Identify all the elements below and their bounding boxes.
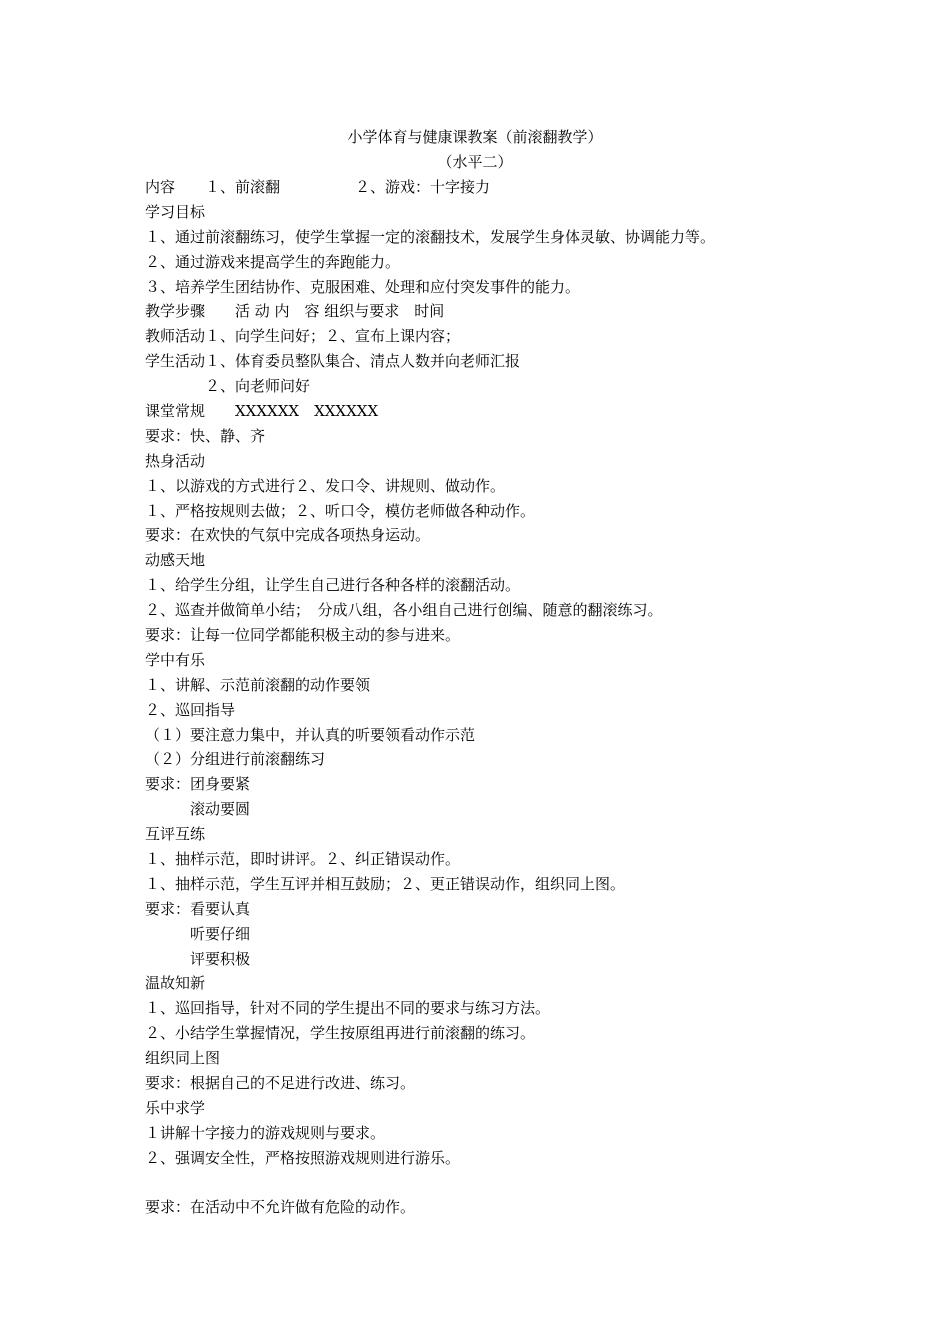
text-line: １、严格按规则去做；２、听口令，模仿老师做各种动作。 xyxy=(145,502,536,520)
text-line: ２、小结学生掌握情况，学生按原组再进行前滚翻的练习。 xyxy=(145,1024,536,1042)
text-line: 动感天地 xyxy=(145,551,206,569)
text-line: ３、培养学生团结协作、克服困难、处理和应付突发事件的能力。 xyxy=(145,278,581,296)
text-line: （１）要注意力集中，并认真的听要领看动作示范 xyxy=(145,726,476,744)
text-line: 课堂常规 XXXXXX XXXXXX xyxy=(145,402,379,420)
text-line: 温故知新 xyxy=(145,974,206,992)
text-line: ２、巡查并做简单小结； 分成八组，各小组自己进行创编、随意的翻滚练习。 xyxy=(145,601,663,619)
text-line: １、给学生分组，让学生自己进行各种各样的滚翻活动。 xyxy=(145,576,521,594)
text-line: 内容 １、前滚翻 ２、游戏：十字接力 xyxy=(145,178,491,196)
text-line: ２、巡回指导 xyxy=(145,701,236,719)
text-line: １、巡回指导，针对不同的学生提出不同的要求与练习方法。 xyxy=(145,999,551,1017)
text-line: １、通过前滚翻练习，使学生掌握一定的滚翻技术，发展学生身体灵敏、协调能力等。 xyxy=(145,228,716,246)
text-line: 要求：在欢快的气氛中完成各项热身运动。 xyxy=(145,526,431,544)
document-subtitle: （水平二） xyxy=(437,153,513,171)
text-line: ２、通过游戏来提高学生的奔跑能力。 xyxy=(145,253,401,271)
text-line: 乐中求学 xyxy=(145,1099,206,1117)
text-line: １讲解十字接力的游戏规则与要求。 xyxy=(145,1124,386,1142)
text-line: １、以游戏的方式进行２、发口令、讲规则、做动作。 xyxy=(145,477,506,495)
text-line: 学习目标 xyxy=(145,203,206,221)
text-line: １、抽样示范，即时讲评。２、纠正错误动作。 xyxy=(145,850,461,868)
text-line: 要求：快、静、齐 xyxy=(145,427,266,445)
text-line: 滚动要圆 xyxy=(145,800,251,818)
text-line: ２、向老师问好 xyxy=(145,377,311,395)
text-line: 听要仔细 xyxy=(145,925,251,943)
document-title: 小学体育与健康课教案（前滚翻教学） xyxy=(347,128,603,146)
text-line: （２）分组进行前滚翻练习 xyxy=(145,750,326,768)
text-line: 学中有乐 xyxy=(145,651,206,669)
text-line: １、讲解、示范前滚翻的动作要领 xyxy=(145,676,371,694)
text-line: 学生活动１、体育委员整队集合、清点人数并向老师汇报 xyxy=(145,352,521,370)
text-line: 要求：让每一位同学都能积极主动的参与进来。 xyxy=(145,626,461,644)
text-line: 要求：根据自己的不足进行改进、练习。 xyxy=(145,1074,416,1092)
text-line: 要求：团身要紧 xyxy=(145,775,251,793)
text-line: １、抽样示范，学生互评并相互鼓励；２、更正错误动作，组织同上图。 xyxy=(145,875,626,893)
text-line: 热身活动 xyxy=(145,452,206,470)
text-line: 组织同上图 xyxy=(145,1049,221,1067)
text-line: 互评互练 xyxy=(145,825,206,843)
text-line: 教学步骤 活 动 内 容 组织与要求 时间 xyxy=(145,302,445,320)
text-line: 要求：看要认真 xyxy=(145,900,251,918)
text-line: 教师活动１、向学生问好；２、宣布上课内容； xyxy=(145,327,461,345)
text-line: 评要积极 xyxy=(145,950,251,968)
text-line: ２、强调安全性，严格按照游戏规则进行游乐。 xyxy=(145,1149,461,1167)
text-line: 要求：在活动中不允许做有危险的动作。 xyxy=(145,1198,416,1216)
